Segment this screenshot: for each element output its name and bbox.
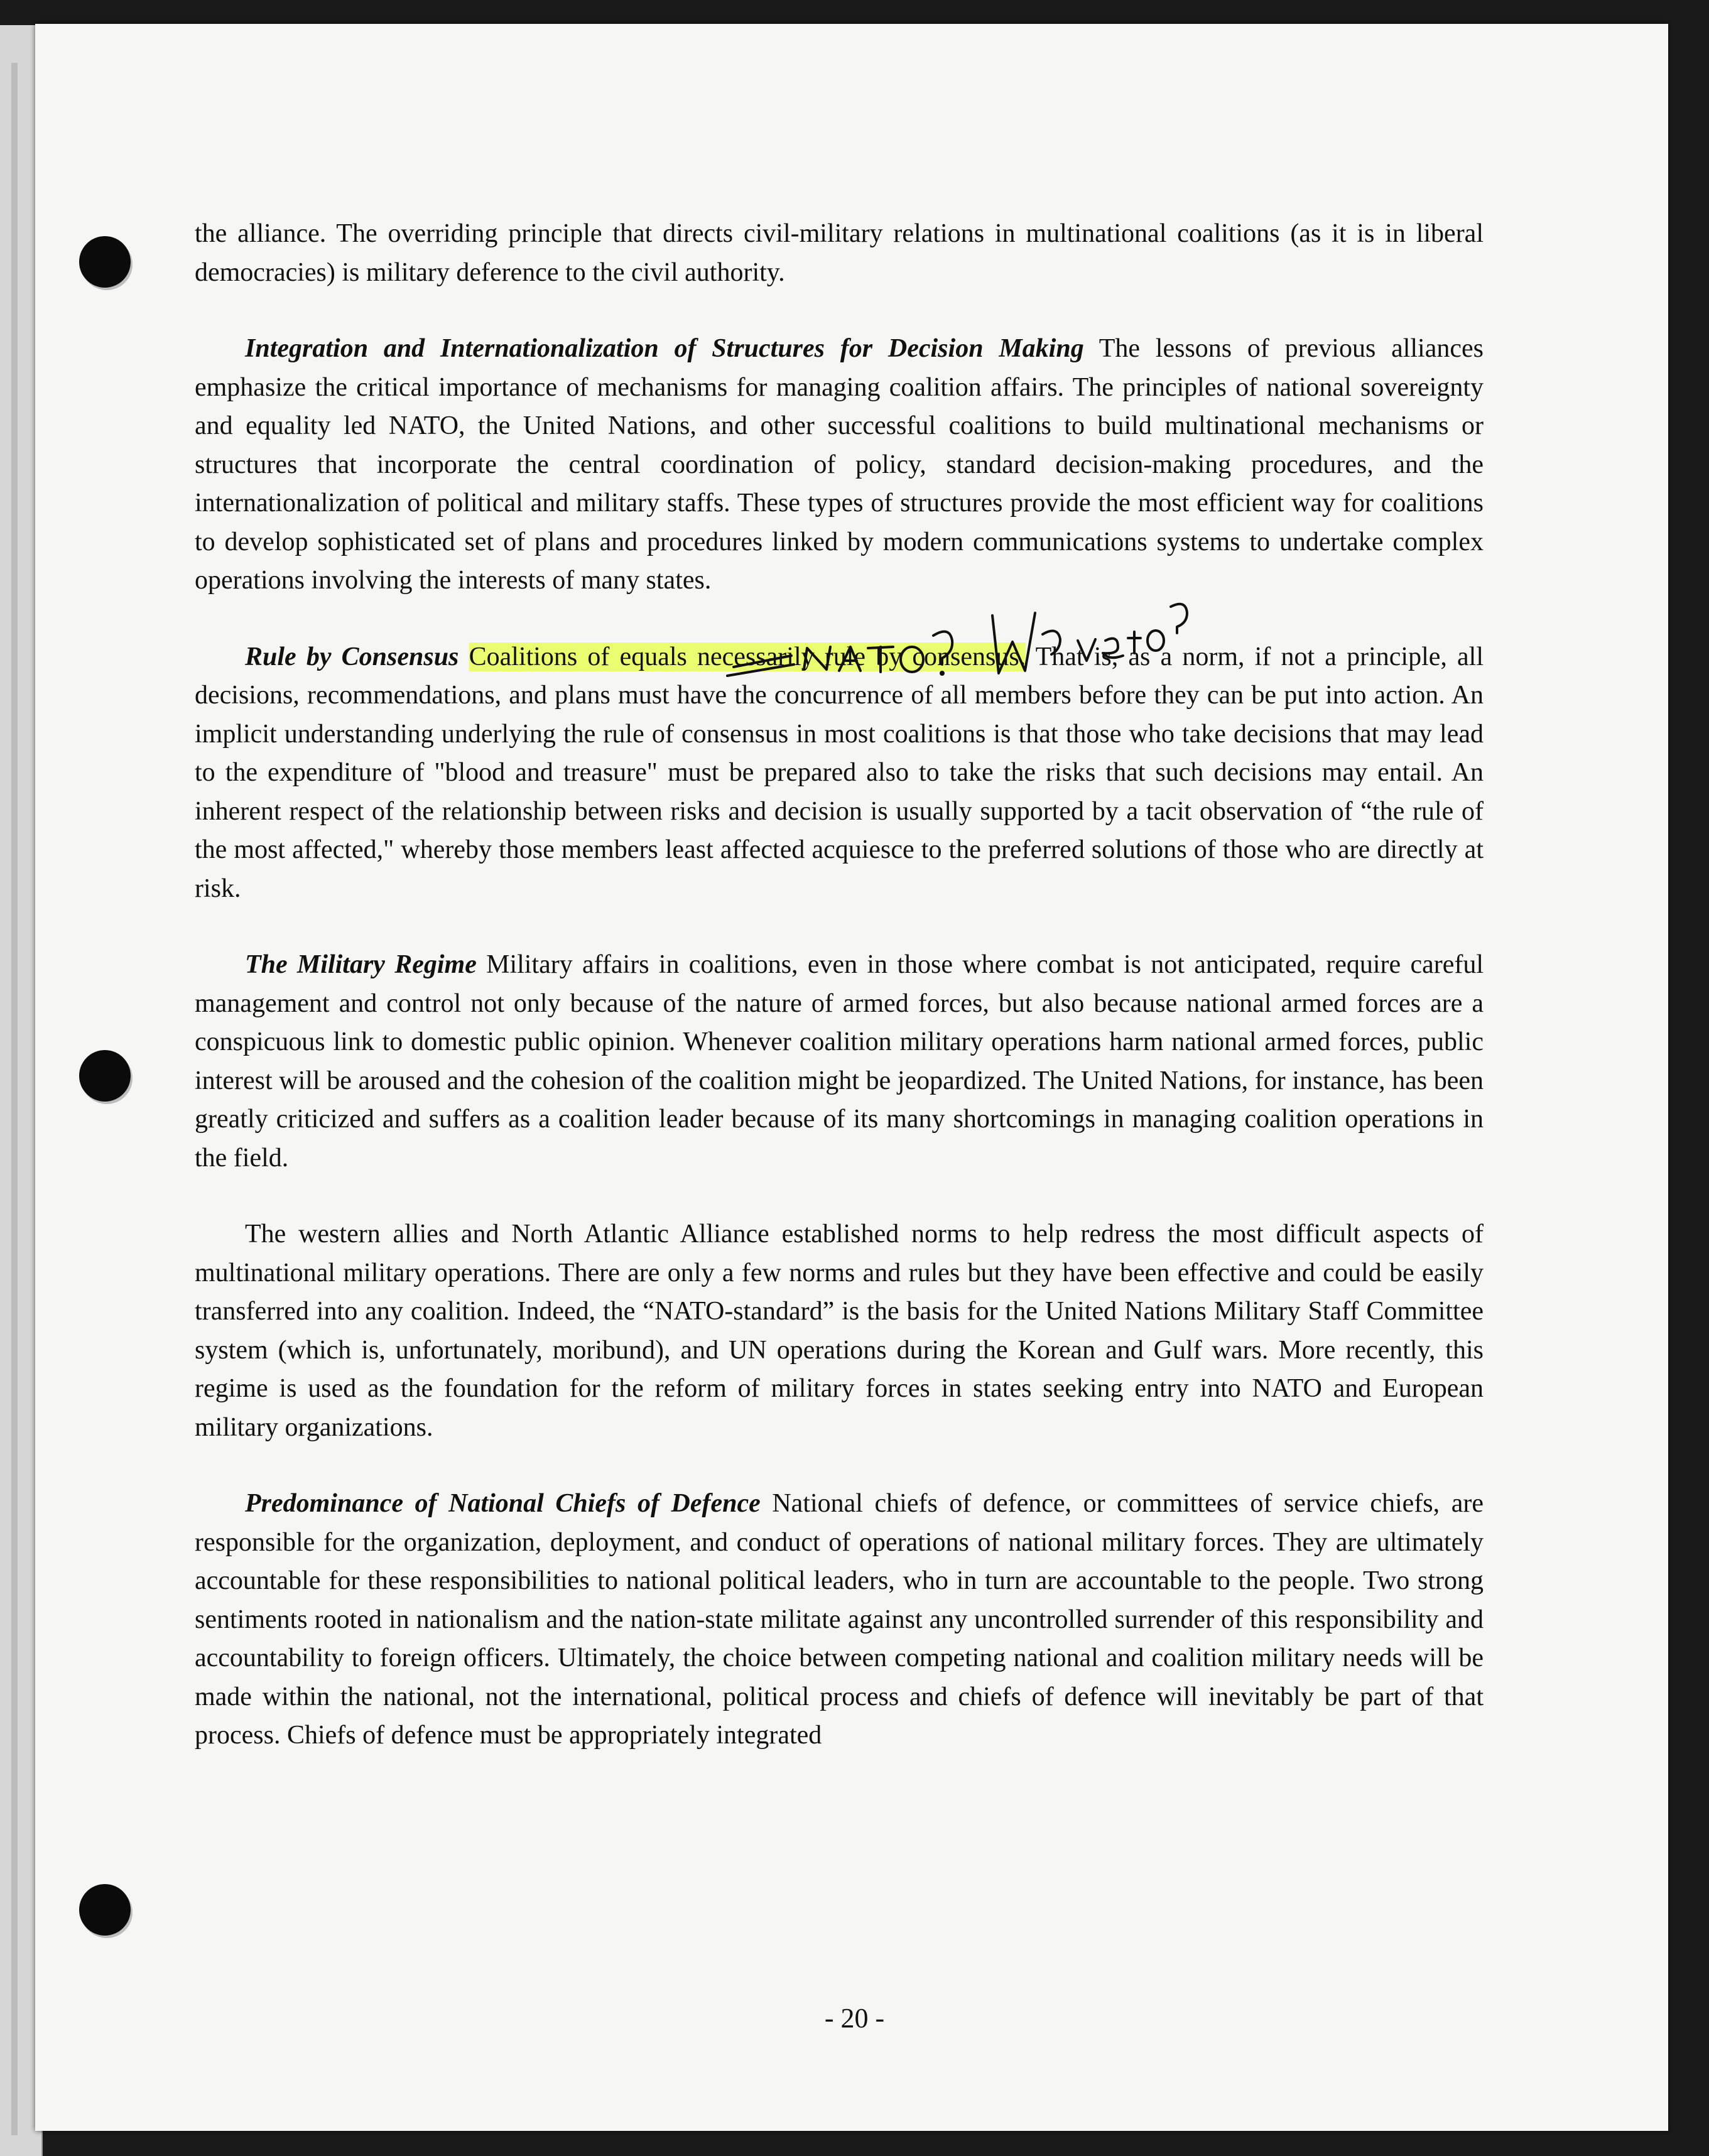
- paragraph-body: The western allies and North Atlantic Alliance established norms to help redress the most difficult aspects of multinational military operations. There are only a few norms and rules but they have been effective and could be easily transferred into any coalition. Indeed, the “NATO-standard” is the basis for the United Nations Military Staff Committee system (which is, unfortunately, moribund), and UN operations during the Korean and Gulf wars. More recently, this regime is used as the foundation for the reform of military forces in states seeking entry into NATO and European military organizations.: [195, 1220, 1484, 1442]
- paragraph-body: the alliance. The overriding principle that directs civil-military relations in multinational coalitions (as it is in liberal democracies) is military deference to the civil authority.: [195, 219, 1484, 287]
- annotation-letter-t2: [1128, 632, 1141, 653]
- paragraph-body: Military affairs in coalitions, even in those where combat is not anticipated, require careful management and control not only because of the nature of armed forces, but also because national armed forces are a conspicuous link to domestic public opinion. Whenever coalition military operations harm national armed forces, public interest will be aroused and the cohesion of the coalition might be jeopardized. The United Nations, for instance, has been greatly criticized and suffers as a coalition leader because of its many shortcomings in managing coalition operations in the field.: [195, 950, 1484, 1173]
- section-heading: The Military Regime: [245, 950, 477, 979]
- paragraph-body: National chiefs of defence, or committees of service chiefs, are responsible for the organization, deployment, and conduct of operations of national military forces. They are ultimately accountable for these responsibilities to national political leaders, who in turn are accountable to the people. Two strong sentiments rooted in nationalism and the nation-state militate against any uncontrolled surrender of this responsibility and accountability to foreign officers. Ultimately, the choice between competing national and coalition military needs will be made within the national, not the international, political process and chiefs of defence will inevitably be part of that process. Chiefs of defence must be appropriately integrated: [195, 1489, 1484, 1750]
- paragraph-body: That is, as a norm, if not a principle, all decisions, recommendations, and plans must have the concurrence of all members before they can be put into action. An implicit understanding underlying the rule of consensus in most coalitions is that those who take decisions that may lead to the expenditure of "blood and treasure" must be prepared also to take the risks that such decisions may entail. An inherent respect of the relationship between risks and decision is usually supported by a tacit observation of “the rule of the most affected," whereby those members least affected acquiesce to the preferred solutions of those who are directly at risk.: [195, 642, 1484, 903]
- annotation-letter-a: [839, 647, 860, 671]
- handwritten-annotation: [716, 590, 1193, 697]
- annotation-question-mark: [933, 632, 952, 664]
- annotation-question-mark-2: [1043, 631, 1060, 654]
- annotation-letter-o: [901, 647, 923, 672]
- annotation-letter-n: [804, 647, 830, 669]
- annotation-letter-t: [868, 647, 893, 672]
- body-text: [195, 215, 1484, 1793]
- annotation-question-mark-3: [1171, 604, 1187, 633]
- annotation-word-veto: [1078, 639, 1123, 661]
- punch-hole-top: [79, 236, 131, 288]
- section-heading: Predominance of National Chiefs of Defence: [245, 1489, 761, 1518]
- paragraph-continuation: [195, 215, 1484, 292]
- paragraph-body: The lessons of previous alliances emphasize the critical importance of mechanisms for managing coalition affairs. The principles of national sovereignty and equality led NATO, the United Nations, and other successful coalitions to build multinational mechanisms or structures that incorporate the central coordination of policy, standard decision-making procedures, and the internationalization of political and military staffs. These types of structures provide the most efficient way for coalitions to develop sophisticated set of plans and procedures linked by modern communications systems to undertake complex operations involving the interests of many states.: [195, 334, 1484, 595]
- paragraph-chiefs-of-defence: [195, 1485, 1484, 1755]
- section-heading: Integration and Internationalization of Structures for Decision Making: [245, 334, 1084, 363]
- section-heading: Rule by Consensus: [245, 642, 459, 671]
- paragraph-integration: [195, 330, 1484, 600]
- highlighted-text: Coalitions of equals necessarily rule by consensus.: [469, 642, 1026, 671]
- paragraph-western-allies: [195, 1215, 1484, 1447]
- paragraph-military-regime: [195, 946, 1484, 1178]
- page-number: - 20 -: [824, 2003, 885, 2034]
- punch-hole-bottom: [79, 1884, 131, 1936]
- annotation-letter-o2: [1147, 631, 1164, 651]
- annotation-question-dot: [941, 672, 943, 674]
- annotation-letter-w: [992, 613, 1035, 673]
- binder-spine: [11, 63, 18, 2135]
- punch-hole-middle: [79, 1050, 131, 1102]
